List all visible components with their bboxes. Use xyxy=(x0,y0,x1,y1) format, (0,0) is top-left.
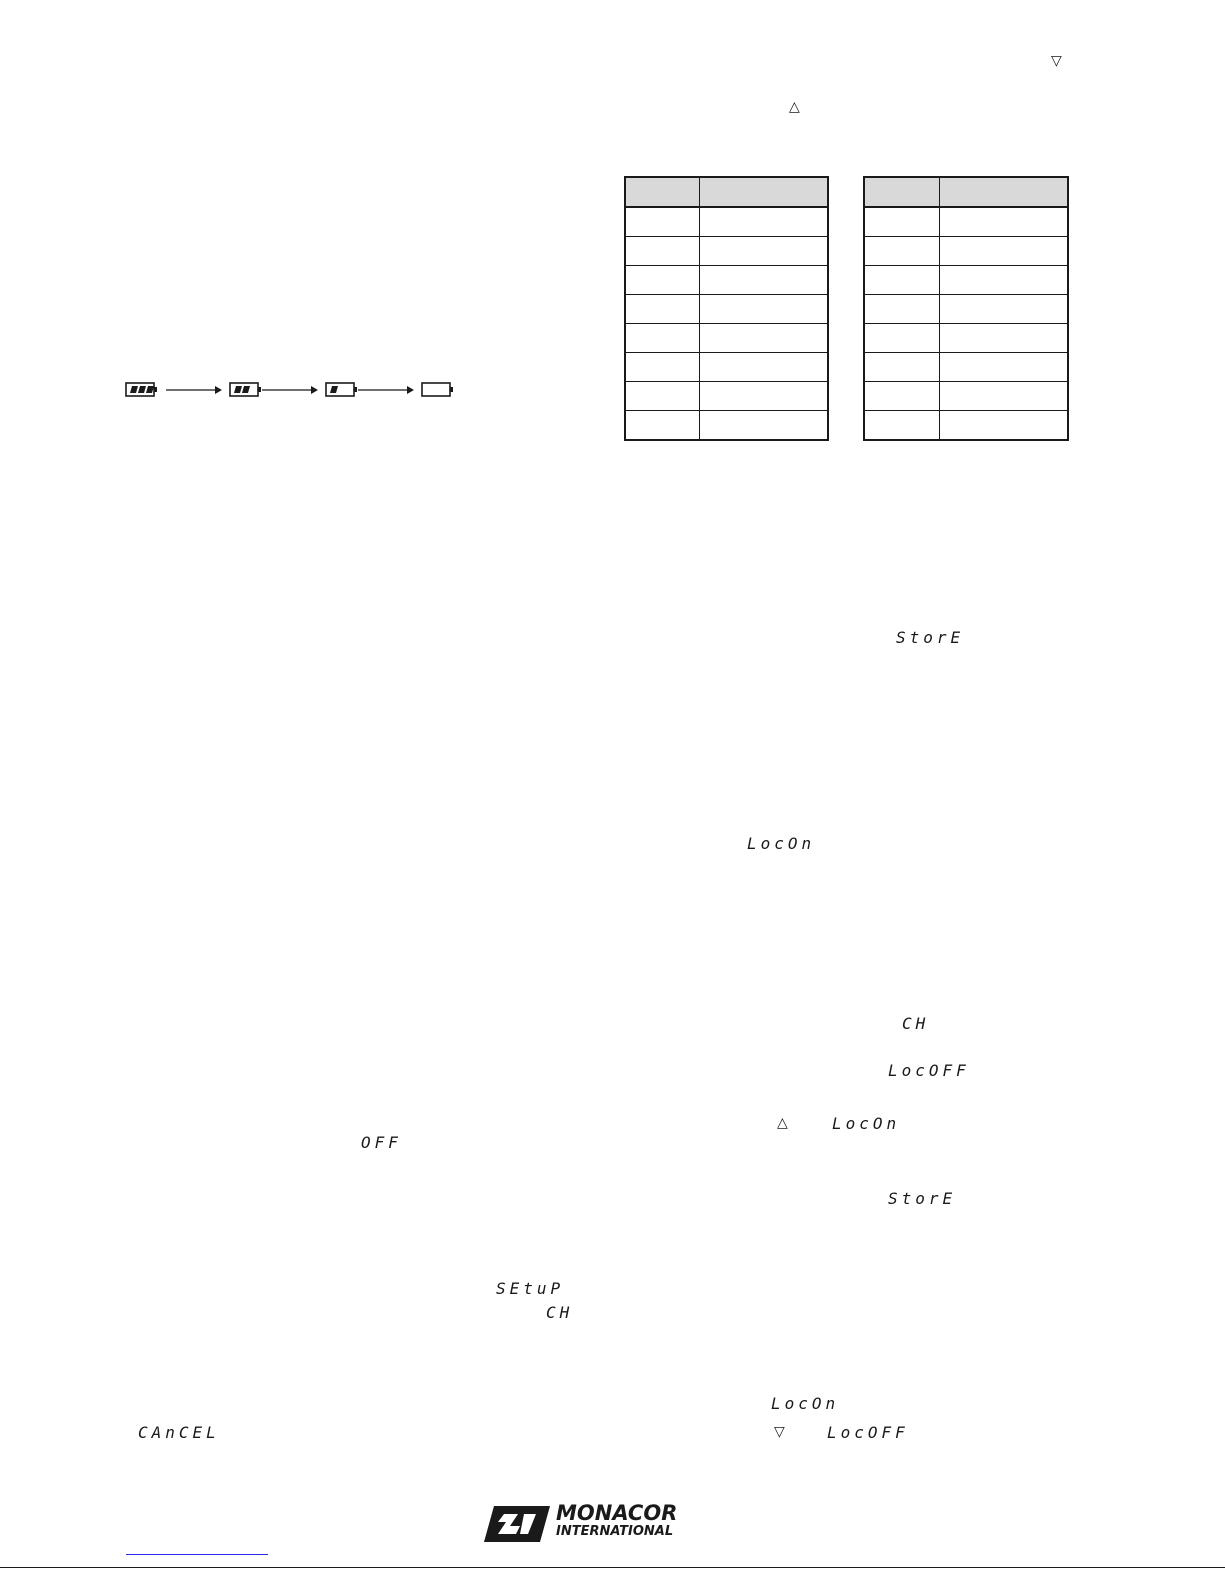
monacor-logo-mark-icon xyxy=(484,1506,550,1542)
battery-segment xyxy=(138,386,146,393)
table-header-row xyxy=(864,177,1068,207)
table-cell xyxy=(699,207,828,237)
battery-full-icon xyxy=(126,383,157,396)
table-cell xyxy=(864,382,939,411)
up-triangle-icon: △ xyxy=(789,99,800,115)
table-row xyxy=(625,353,828,382)
table-row xyxy=(625,295,828,324)
table-cell xyxy=(625,237,699,266)
right-arrow-icon xyxy=(262,386,318,394)
locon-display-code: LocOn xyxy=(771,1394,840,1413)
table-header-row xyxy=(625,177,828,207)
battery-sequence-graphic xyxy=(124,380,464,400)
battery-segment xyxy=(146,386,154,393)
battery-two-thirds-icon xyxy=(230,383,261,396)
table-row xyxy=(864,382,1068,411)
table-row xyxy=(625,324,828,353)
table-cell xyxy=(864,266,939,295)
table-cell xyxy=(939,207,1068,237)
table-row xyxy=(625,207,828,237)
table-row xyxy=(864,324,1068,353)
table-cell xyxy=(699,266,828,295)
ch-display-code: CH xyxy=(546,1303,574,1322)
table-cell xyxy=(625,207,699,237)
table-cell xyxy=(864,353,939,382)
store-display-code: StorE xyxy=(896,628,965,647)
table-cell xyxy=(625,382,699,411)
table-row xyxy=(625,237,828,266)
table-row xyxy=(864,295,1068,324)
table-row xyxy=(625,266,828,295)
battery-segment xyxy=(330,386,338,393)
table-cell xyxy=(864,295,939,324)
logo-subtitle: INTERNATIONAL xyxy=(556,1524,674,1539)
table-row xyxy=(864,237,1068,266)
battery-sequence xyxy=(124,380,464,400)
table-cell xyxy=(939,295,1068,324)
battery-one-third-icon xyxy=(326,383,357,396)
down-triangle-icon: ▽ xyxy=(774,1424,785,1440)
table-cell xyxy=(625,324,699,353)
table-cell xyxy=(699,353,828,382)
table-cell xyxy=(939,266,1068,295)
cancel-display-code: CAnCEL xyxy=(138,1423,220,1442)
table-cell xyxy=(699,237,828,266)
table-cell xyxy=(699,295,828,324)
table-cell xyxy=(939,237,1068,266)
table-cell xyxy=(699,324,828,353)
table-row xyxy=(625,411,828,441)
right-arrow-icon xyxy=(358,386,414,394)
table-cell xyxy=(939,324,1068,353)
right-arrow-icon xyxy=(166,386,222,394)
battery-segment xyxy=(242,386,250,393)
table-cell xyxy=(625,411,699,441)
down-triangle-icon: ▽ xyxy=(1051,53,1062,69)
table-row xyxy=(864,411,1068,441)
table-row xyxy=(625,382,828,411)
up-triangle-icon: △ xyxy=(777,1115,788,1131)
ch-display-code: CH xyxy=(902,1014,930,1033)
locon-display-code: LocOn xyxy=(832,1114,901,1133)
locon-display-code: LocOn xyxy=(747,834,816,853)
table-header-cell xyxy=(939,177,1068,207)
table-cell xyxy=(625,266,699,295)
left-table xyxy=(624,176,829,441)
battery-segment xyxy=(234,386,242,393)
off-display-code: OFF xyxy=(361,1133,402,1152)
monacor-logo xyxy=(484,1501,684,1544)
table-cell xyxy=(625,353,699,382)
setup-display-code: SEtuP xyxy=(496,1279,565,1298)
table-row xyxy=(864,266,1068,295)
table-header-cell xyxy=(625,177,699,207)
logo-wordmark: MONACOR xyxy=(556,1501,678,1525)
table-row xyxy=(864,207,1068,237)
footer-divider xyxy=(0,1567,1225,1568)
table-cell xyxy=(864,324,939,353)
right-table xyxy=(863,176,1069,441)
table-cell xyxy=(864,411,939,441)
locoff-display-code: LocOFF xyxy=(827,1423,909,1442)
table-cell xyxy=(625,295,699,324)
table-cell xyxy=(939,382,1068,411)
battery-segment xyxy=(130,386,138,393)
table-cell xyxy=(699,411,828,441)
table-cell xyxy=(864,237,939,266)
battery-empty-icon xyxy=(422,383,453,396)
table-cell xyxy=(699,382,828,411)
table-cell xyxy=(939,411,1068,441)
table-row xyxy=(864,353,1068,382)
table-cell xyxy=(864,207,939,237)
table-cell xyxy=(939,353,1068,382)
locoff-display-code: LocOFF xyxy=(888,1061,970,1080)
table-header-cell xyxy=(864,177,939,207)
footer-link-underline xyxy=(126,1554,268,1555)
store-display-code: StorE xyxy=(888,1189,957,1208)
table-header-cell xyxy=(699,177,828,207)
